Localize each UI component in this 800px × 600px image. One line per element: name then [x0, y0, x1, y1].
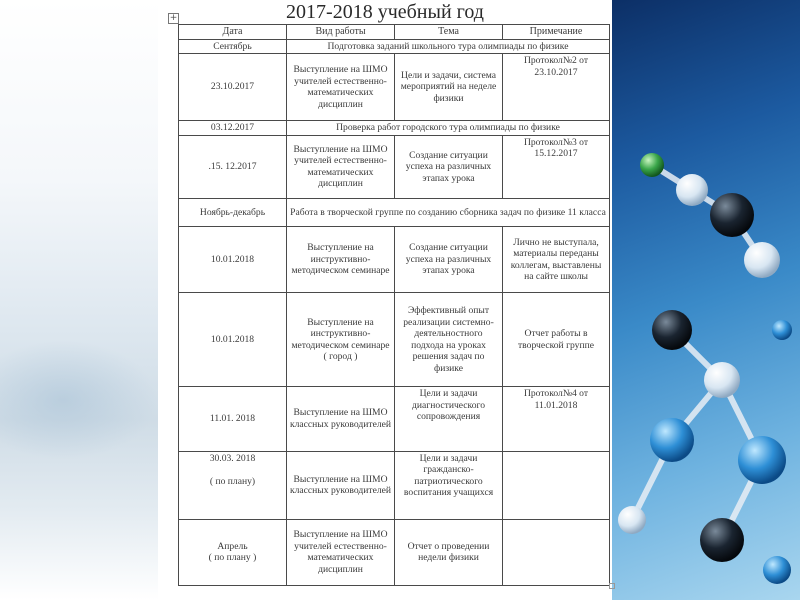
row-topic: Цели и задачи гражданско-патриотического воспитания учащихся	[395, 451, 503, 519]
table-row	[179, 519, 610, 585]
row-date: 03.12.2017	[179, 121, 287, 136]
table-row	[179, 54, 610, 121]
row-note: Протокол№2 от 23.10.2017	[503, 54, 610, 121]
row-date	[179, 519, 287, 585]
header-topic: Тема	[395, 25, 503, 40]
row-date-main: Апрель	[217, 540, 248, 552]
left-background	[0, 0, 158, 600]
header-date: Дата	[179, 25, 287, 40]
table-header-row	[179, 25, 610, 40]
row-date-plan: ( по плану)	[209, 476, 256, 488]
table-row	[179, 387, 610, 451]
header-work: Вид работы	[287, 25, 395, 40]
row-date	[179, 451, 287, 519]
table-row	[179, 39, 610, 54]
row-work: Выступление на ШМО учителей естественно-математических дисциплин	[287, 135, 395, 198]
table-row	[179, 293, 610, 387]
row-date: .15. 12.2017	[179, 135, 287, 198]
row-merged-text: Подготовка заданий школьного тура олимпиады по физике	[287, 39, 610, 54]
row-date: 10.01.2018	[179, 293, 287, 387]
molecule-graphic	[612, 0, 800, 600]
row-work: Выступление на ШМО учителей естественно-математических дисциплин	[287, 54, 395, 121]
row-work: Выступление на ШМО учителей естественно-математических дисциплин	[287, 519, 395, 585]
row-date: Сентябрь	[179, 39, 287, 54]
row-work: Выступление на инструктивно-методическом семинаре ( город )	[287, 293, 395, 387]
row-topic: Создание ситуации успеха на различных этапах урока	[395, 135, 503, 198]
row-note: Протокол№3 от 15.12.2017	[503, 135, 610, 198]
header-note: Примечание	[503, 25, 610, 40]
document-page	[158, 0, 612, 600]
page-corner-mark	[609, 583, 615, 589]
row-topic: Эффективный опыт реализации системно-деятельностного подхода на уроках решения задач по физике	[395, 293, 503, 387]
document-title: 2017-2018 учебный год	[286, 1, 484, 23]
row-merged-text: Работа в творческой группе по созданию сборника задач по физике 11 класса	[287, 198, 610, 226]
row-date-plan: ( по плану )	[208, 552, 257, 564]
table-row	[179, 121, 610, 136]
row-note: Лично не выступала, материалы переданы коллегам, выставлены на сайте школы	[503, 226, 610, 292]
row-work: Выступление на ШМО классных руководителей	[287, 387, 395, 451]
row-topic: Цели и задачи, система мероприятий на неделе физики	[395, 54, 503, 121]
row-note	[503, 519, 610, 585]
row-work: Выступление на ШМО классных руководителей	[287, 451, 395, 519]
row-note: Отчет работы в творческой группе	[503, 293, 610, 387]
table-row	[179, 198, 610, 226]
row-date: 10.01.2018	[179, 226, 287, 292]
row-topic: Отчет о проведении недели физики	[395, 519, 503, 585]
row-date-main: 30.03. 2018	[209, 452, 256, 464]
row-work: Выступление на инструктивно-методическом семинаре	[287, 226, 395, 292]
row-date: 23.10.2017	[179, 54, 287, 121]
row-date: Ноябрь-декабрь	[179, 198, 287, 226]
row-date: 11.01. 2018	[179, 387, 287, 451]
row-topic: Создание ситуации успеха на различных этапах урока	[395, 226, 503, 292]
molecule-decoration	[612, 0, 800, 600]
table-row	[179, 135, 610, 198]
table-move-icon[interactable]: +	[169, 13, 178, 23]
table-row	[179, 226, 610, 292]
row-topic: Цели и задачи диагностического сопровождения	[395, 387, 503, 451]
table-row	[179, 451, 610, 519]
work-plan-table	[178, 24, 610, 586]
row-merged-text: Проверка работ городского тура олимпиады по физике	[287, 121, 610, 136]
row-note	[503, 451, 610, 519]
row-note: Протокол№4 от 11.01.2018	[503, 387, 610, 451]
